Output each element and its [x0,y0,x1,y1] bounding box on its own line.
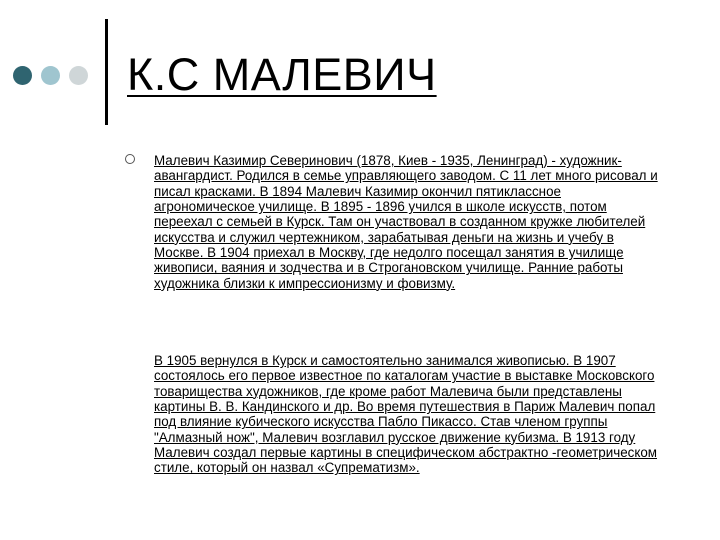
decorative-dot-light [69,66,88,85]
decorative-dot-dark [13,66,32,85]
title-divider [105,19,108,125]
paragraph-biography: Малевич Казимир Северинович (1878, Киев - 1935, Ленинград) - художник-авангардист. Родился в семье управляющего заводом. С 11 лет много рисовал и писал красками. В 1894 Малевич Казимир окончил пятиклассное агрономическое училище. В 1895 - 1896 учился в школе искусств, потом переехал с семьей в Курск. Там он участвовал в созданном кружке любителей искусства и служил чертежником, зарабатывая деньги на жизнь и учебу в Москве. В 1904 приехал в Москву, где недолго посещал занятия в училище живописи, ваяния и зодчества и в Строгановском училище. Ранние работы художника близки к импрессионизму и фовизму. [154,153,658,291]
decorative-dot-mid [41,66,60,85]
slide-title: К.С МАЛЕВИЧ [127,49,437,100]
bullet-icon [125,154,135,164]
paragraph-career: В 1905 вернулся в Курск и самостоятельно занимался живописью. В 1907 состоялось его первое известное по каталогам участие в выставке Московского товарищества художников, где кроме работ Малевича были представлены картины В. В. Кандинского и др. Во время путешествия в Париж Малевич попал под влияние кубического искусства Пабло Пикассо. Став членом группы "Алмазный нож", Малевич возглавил русское движение кубизма. В 1913 году Малевич создал первые картины в специфическом абстрактно -геометрическом стиле, который он назвал «Супрематизм». [154,353,658,476]
